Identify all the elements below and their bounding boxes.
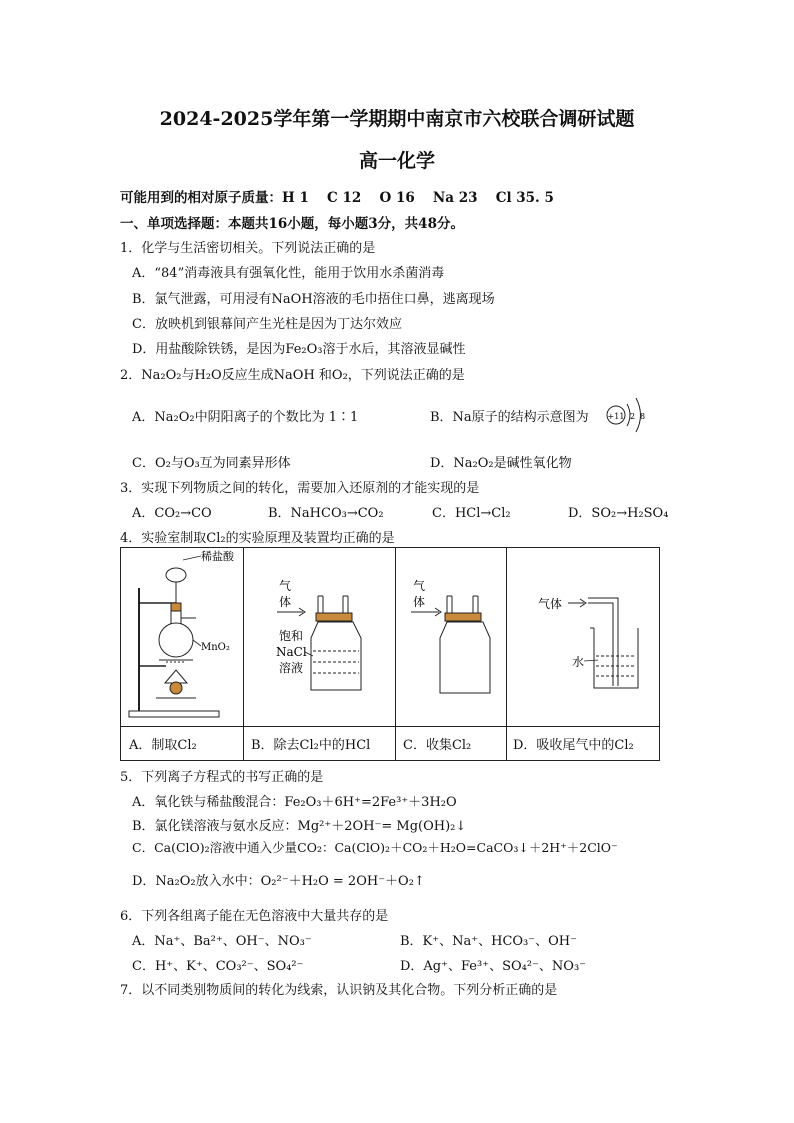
q5-option-b: B．氯化镁溶液与氨水反应：Mg²⁺＋2OH⁻= Mg(OH)₂↓ [132,819,467,834]
label-gas-d: 气体 [538,597,563,611]
shell-1-count: 2 [630,412,636,421]
label-gas-b2: 体 [279,595,292,609]
label-water: 水 [572,655,585,669]
label-gas-c1: 气 [413,579,426,593]
q1-option-c: C．放映机到银幕间产生光柱是因为丁达尔效应 [132,317,402,332]
q5-option-c: C．Ca(ClO)₂溶液中通入少量CO₂：Ca(ClO)₂＋CO₂＋H₂O=CaCO₃↓＋2H⁺＋2ClO⁻ [132,840,618,855]
q2-option-a: A．Na₂O₂中阴阳离子的个数比为 1∶1 [132,410,359,425]
q5-stem: 5．下列离子方程式的书写正确的是 [120,770,324,785]
q7-stem: 7．以不同类别物质间的转化为线索，认识钠及其化合物。下列分析正确的是 [120,983,558,998]
label-gas-b1: 气 [279,579,292,593]
q3-option-c: C．HCl→Cl₂ [432,506,511,521]
q3-stem: 3．实现下列物质之间的转化，需要加入还原剂的才能实现的是 [120,481,480,496]
q1-option-a: A．“84”消毒液具有强氧化性，能用于饮用水杀菌消毒 [132,266,445,281]
apparatus-a-diagram [121,548,243,726]
q6-option-a: A．Na⁺、Ba²⁺、OH⁻、NO₃⁻ [132,934,312,949]
nucleus-charge: +11 [607,412,625,421]
subject-title: 高一化学 [358,150,435,172]
sodium-atom-diagram [600,392,660,438]
label-dilute-hcl: 稀盐酸 [201,550,234,563]
atomic-mass-line: 可能用到的相对原子质量：H 1 C 12 O 16 Na 23 Cl 35. 5 [120,190,554,206]
shell-2-count: 8 [640,412,646,421]
q2-option-b: B．Na原子的结构示意图为 [430,410,589,425]
caption-b: B．除去Cl₂中的HCl [251,738,371,753]
caption-c: C．收集Cl₂ [403,738,472,753]
exam-title: 2024-2025学年第一学期期中南京市六校联合调研试题 [159,108,635,130]
q3-option-b: B．NaHCO₃→CO₂ [268,506,384,521]
label-nacl: NaCl [276,645,307,659]
apparatus-table [120,547,660,761]
label-mno2: MnO₂ [201,642,230,653]
q6-option-b: B．K⁺、Na⁺、HCO₃⁻、OH⁻ [400,934,577,949]
caption-a: A．制取Cl₂ [129,738,197,753]
q2-option-d: D．Na₂O₂是碱性氧化物 [430,456,572,471]
q1-stem: 1．化学与生活密切相关。下列说法正确的是 [120,241,376,256]
q6-option-c: C．H⁺、K⁺、CO₃²⁻、SO₄²⁻ [132,959,304,974]
caption-d: D．吸收尾气中的Cl₂ [513,738,634,753]
q5-option-d: D．Na₂O₂放入水中：O₂²⁻＋H₂O = 2OH⁻＋O₂↑ [132,874,425,889]
q6-option-d: D．Ag⁺、Fe³⁺、SO₄²⁻、NO₃⁻ [400,959,587,974]
label-saturated: 饱和 [279,629,304,643]
q2-stem: 2．Na₂O₂与H₂O反应生成NaOH 和O₂，下列说法正确的是 [120,368,465,383]
apparatus-b-diagram [243,548,395,726]
section-heading: 一、单项选择题：本题共16小题，每小题3分，共48分。 [120,216,464,232]
q6-stem: 6．下列各组离子能在无色溶液中大量共存的是 [120,909,389,924]
q4-stem: 4．实验室制取Cl₂的实验原理及装置均正确的是 [120,531,395,546]
q5-option-a: A．氧化铁与稀盐酸混合：Fe₂O₃＋6H⁺=2Fe³⁺＋3H₂O [132,795,457,810]
apparatus-c-diagram [395,548,506,726]
q1-option-b: B．氯气泄露，可用浸有NaOH溶液的毛巾捂住口鼻，逃离现场 [132,292,495,307]
label-gas-c2: 体 [413,595,426,609]
apparatus-d-diagram [506,548,661,726]
q1-option-d: D．用盐酸除铁锈，是因为Fe₂O₃溶于水后，其溶液显碱性 [132,342,466,357]
q2-option-c: C．O₂与O₃互为同素异形体 [132,456,291,471]
q3-option-d: D．SO₂→H₂SO₄ [568,506,669,521]
q3-option-a: A．CO₂→CO [132,506,212,521]
label-solution: 溶液 [279,661,304,675]
